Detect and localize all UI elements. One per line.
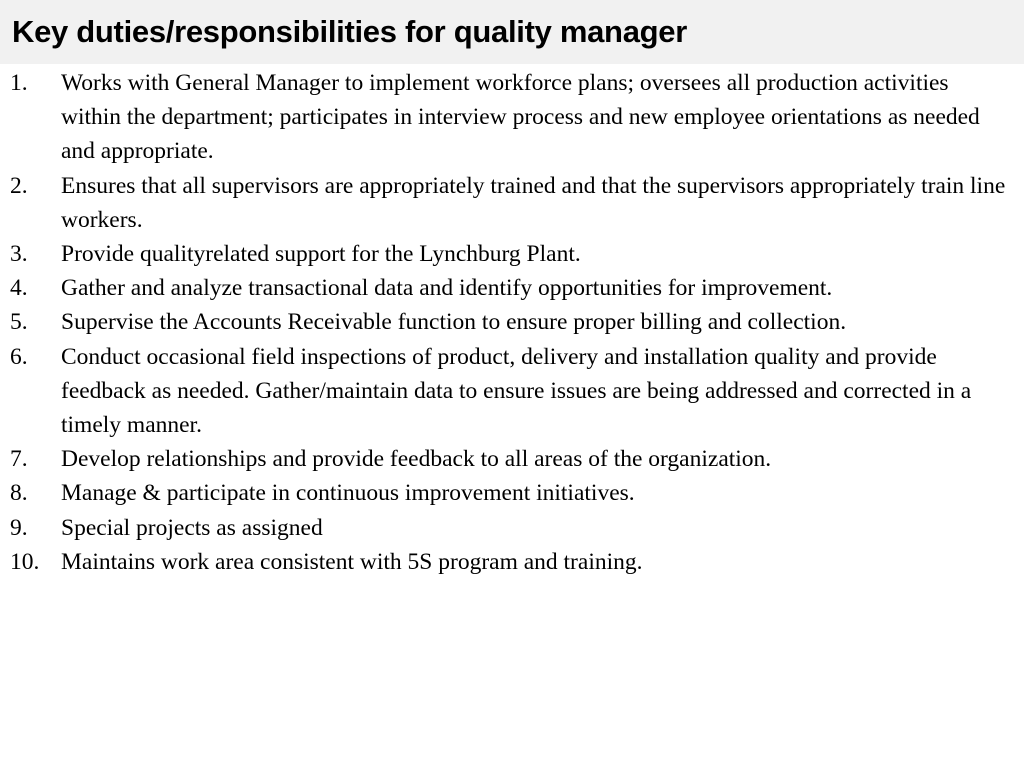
duty-item: [0, 66, 1010, 169]
duty-item: [0, 169, 1010, 237]
duty-text: Works with General Manager to implement workforce plans; oversees all production activities within the department; participates in interview process and new employee orientations as needed and appropriate.: [61, 70, 980, 165]
duty-text: Develop relationships and provide feedback to all areas of the organization.: [61, 446, 772, 473]
duty-item: [0, 237, 1010, 271]
title-bar: [0, 0, 1024, 64]
duty-item: [0, 340, 1010, 443]
duty-number: 5.: [10, 309, 28, 336]
duty-item: [0, 442, 1010, 476]
duty-item: [0, 305, 1010, 339]
duty-item: [0, 271, 1010, 305]
duty-number: 10.: [10, 548, 40, 575]
duty-text: Conduct occasional field inspections of product, delivery and installation quality and provide feedback as needed. Gather/maintain data to ensure issues are being addressed and corrected in a timely manner.: [61, 343, 972, 439]
slide-title: Key duties/responsibilities for quality manager: [12, 14, 687, 49]
duty-text: Provide qualityrelated support for the Lynchburg Plant.: [61, 241, 581, 268]
duties-list: [0, 66, 1010, 579]
duty-text: Supervise the Accounts Receivable function to ensure proper billing and collection.: [61, 309, 847, 336]
duty-item: [0, 545, 1010, 579]
duty-text: Manage & participate in continuous improvement initiatives.: [61, 480, 635, 507]
duty-item: [0, 476, 1010, 510]
duty-text: Maintains work area consistent with 5S program and training.: [61, 548, 643, 575]
duty-text: Ensures that all supervisors are appropriately trained and that the supervisors appropriately train line workers.: [61, 172, 1006, 233]
duty-number: 7.: [10, 446, 28, 473]
duty-number: 1.: [10, 70, 28, 96]
duty-number: 6.: [10, 343, 28, 370]
duty-text: Special projects as assigned: [61, 514, 323, 541]
duty-number: 4.: [10, 275, 28, 302]
duty-number: 2.: [10, 172, 28, 199]
duty-number: 3.: [10, 241, 28, 268]
duty-item: [0, 511, 1010, 545]
duty-number: 8.: [10, 480, 28, 507]
duty-text: Gather and analyze transactional data and identify opportunities for improvement.: [61, 275, 833, 302]
duty-number: 9.: [10, 514, 28, 541]
